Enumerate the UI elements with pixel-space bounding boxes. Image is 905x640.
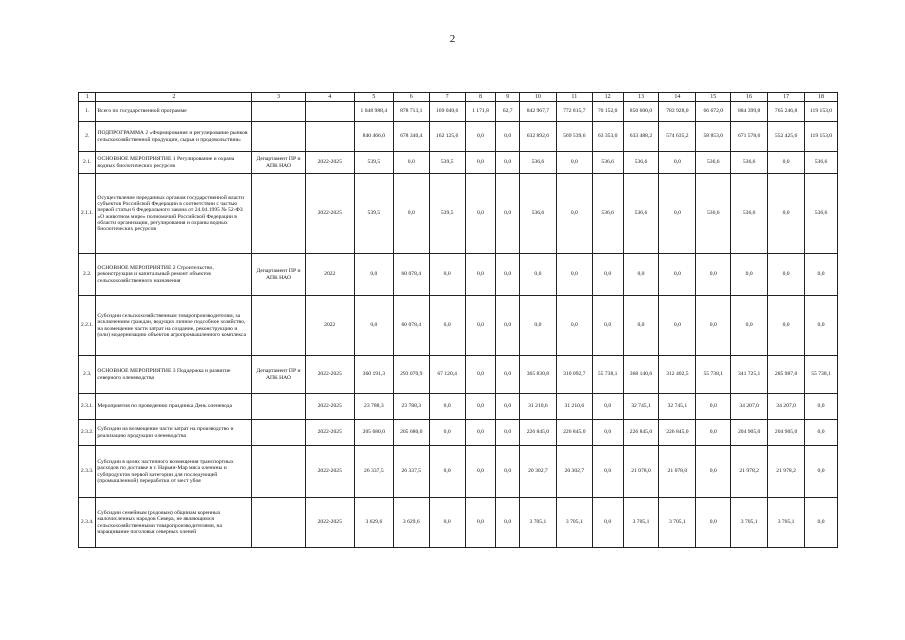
amount-cell: 23 788,3: [354, 394, 393, 420]
column-header: 9: [496, 93, 520, 102]
amount-cell: 536,6: [805, 152, 838, 174]
amount-cell: 536,6: [696, 174, 731, 254]
amount-cell: 539,5: [429, 174, 465, 254]
amount-cell: 3 705,1: [659, 498, 696, 548]
amount-cell: 0,0: [496, 356, 520, 394]
amount-cell: 0,0: [496, 254, 520, 296]
amount-cell: 0,0: [731, 254, 768, 296]
amount-cell: 884 399,8: [731, 102, 768, 122]
amount-cell: 878 713,1: [393, 102, 429, 122]
amount-cell: 0,0: [696, 394, 731, 420]
amount-cell: 62,7: [496, 102, 520, 122]
period: 2022-2025: [305, 446, 354, 498]
amount-cell: 0,0: [768, 296, 805, 356]
executor: Департамент ПР и АПК НАО: [252, 356, 305, 394]
amount-cell: 3 705,1: [623, 498, 659, 548]
table-row: [79, 498, 838, 548]
amount-cell: 60 078,4: [393, 296, 429, 356]
period: 2022: [305, 254, 354, 296]
amount-cell: 765 246,8: [768, 102, 805, 122]
amount-cell: 360 191,3: [354, 356, 393, 394]
amount-cell: 0,0: [556, 254, 592, 296]
amount-cell: 0,0: [592, 420, 623, 446]
row-number: 2.2.1.: [79, 296, 96, 356]
column-header: 10: [519, 93, 556, 102]
column-header: 7: [429, 93, 465, 102]
row-number: 2.3.1.: [79, 394, 96, 420]
column-header: 3: [252, 93, 305, 102]
amount-cell: 0,0: [805, 498, 838, 548]
row-number: 2.3.: [79, 356, 96, 394]
amount-cell: 20 302,7: [519, 446, 556, 498]
amount-cell: 678 340,4: [393, 122, 429, 152]
amount-cell: 536,6: [519, 152, 556, 174]
amount-cell: 0,0: [354, 296, 393, 356]
amount-cell: 0,0: [696, 254, 731, 296]
amount-cell: 0,0: [393, 152, 429, 174]
amount-cell: 0,0: [465, 394, 496, 420]
executor: Департамент ПР и АПК НАО: [252, 254, 305, 296]
amount-cell: 536,6: [805, 174, 838, 254]
amount-cell: 0,0: [429, 446, 465, 498]
amount-cell: 0,0: [805, 254, 838, 296]
amount-cell: 20 302,7: [556, 446, 592, 498]
amount-cell: 31 210,6: [556, 394, 592, 420]
column-header: 14: [659, 93, 696, 102]
column-header: 5: [354, 93, 393, 102]
period: 2022-2025: [305, 356, 354, 394]
activity-name: Мероприятия по проведению праздника День оленевода: [96, 394, 252, 420]
amount-cell: 0,0: [768, 174, 805, 254]
amount-cell: 0,0: [465, 174, 496, 254]
amount-cell: 0,0: [465, 498, 496, 548]
amount-cell: 0,0: [623, 254, 659, 296]
amount-cell: 0,0: [354, 254, 393, 296]
amount-cell: 0,0: [496, 446, 520, 498]
amount-cell: 67 120,4: [429, 356, 465, 394]
amount-cell: 0,0: [519, 296, 556, 356]
amount-cell: 204 905,0: [731, 420, 768, 446]
amount-cell: 850 600,0: [623, 102, 659, 122]
row-number: 2.3.4.: [79, 498, 96, 548]
amount-cell: 0,0: [805, 420, 838, 446]
amount-cell: 55 738,1: [696, 356, 731, 394]
amount-cell: 0,0: [465, 446, 496, 498]
amount-cell: 0,0: [623, 296, 659, 356]
period: 2022-2025: [305, 420, 354, 446]
column-header: 15: [696, 93, 731, 102]
table-row: [79, 420, 838, 446]
amount-cell: 842 967,7: [519, 102, 556, 122]
page-number: 2: [449, 33, 456, 45]
amount-cell: 772 815,7: [556, 102, 592, 122]
table-row: [79, 174, 838, 254]
amount-cell: 31 210,6: [519, 394, 556, 420]
row-number: 2.1.1.: [79, 174, 96, 254]
column-header: 18: [805, 93, 838, 102]
amount-cell: 0,0: [592, 446, 623, 498]
amount-cell: 0,0: [429, 296, 465, 356]
column-header: 8: [465, 93, 496, 102]
amount-cell: 0,0: [496, 122, 520, 152]
executor: [252, 498, 305, 548]
amount-cell: 0,0: [429, 498, 465, 548]
executor: [252, 122, 305, 152]
amount-cell: 204 905,0: [768, 420, 805, 446]
amount-cell: 0,0: [805, 446, 838, 498]
activity-name: Субсидии в целях частичного возмещения транспортных расходов по доставке в г. Нарьян-Мар мяса оленины и субпродуктов первой категории для последующей (промышленной) переработки от мест убоя: [96, 446, 252, 498]
amount-cell: 341 725,1: [731, 356, 768, 394]
activity-name: ПОДПРОГРАММА 2 «Формирование и регулирование рынков сельскохозяйственной продукции, сырья и продовольствия»: [96, 122, 252, 152]
amount-cell: 671 578,6: [731, 122, 768, 152]
amount-cell: 58 853,0: [696, 122, 731, 152]
amount-cell: 0,0: [465, 122, 496, 152]
activity-name: ОСНОВНОЕ МЕРОПРИЯТИЕ 1 Регулирование и охрана водных биологических ресурсов: [96, 152, 252, 174]
amount-cell: 633 488,2: [623, 122, 659, 152]
amount-cell: 1 171,8: [465, 102, 496, 122]
row-number: 2.2.: [79, 254, 96, 296]
amount-cell: 63 353,0: [592, 122, 623, 152]
amount-cell: 0,0: [519, 254, 556, 296]
table-row: [79, 394, 838, 420]
amount-cell: 285 987,0: [768, 356, 805, 394]
amount-cell: 55 738,1: [592, 356, 623, 394]
amount-cell: 0,0: [496, 296, 520, 356]
amount-cell: 536,6: [592, 152, 623, 174]
table-row: [79, 122, 838, 152]
amount-cell: 536,6: [519, 174, 556, 254]
amount-cell: 0,0: [696, 296, 731, 356]
period: 2022-2025: [305, 152, 354, 174]
amount-cell: 0,0: [429, 420, 465, 446]
amount-cell: 536,6: [731, 174, 768, 254]
amount-cell: 60 078,4: [393, 254, 429, 296]
column-header: 17: [768, 93, 805, 102]
row-number: 1.: [79, 102, 96, 122]
amount-cell: 0,0: [696, 498, 731, 548]
amount-cell: 21 078,0: [623, 446, 659, 498]
budget-table: [78, 92, 838, 548]
amount-cell: 0,0: [805, 296, 838, 356]
amount-cell: 0,0: [496, 174, 520, 254]
amount-cell: 0,0: [659, 254, 696, 296]
executor: [252, 394, 305, 420]
amount-cell: 632 892,6: [519, 122, 556, 152]
amount-cell: 0,0: [659, 296, 696, 356]
amount-cell: 0,0: [465, 254, 496, 296]
amount-cell: 21 978,2: [768, 446, 805, 498]
amount-cell: 368 140,6: [623, 356, 659, 394]
amount-cell: 55 738,1: [805, 356, 838, 394]
column-header: 11: [556, 93, 592, 102]
amount-cell: 119 153,0: [805, 122, 838, 152]
amount-cell: 1 048 988,4: [354, 102, 393, 122]
amount-cell: 0,0: [465, 296, 496, 356]
amount-cell: 293 070,9: [393, 356, 429, 394]
amount-cell: 365 830,8: [519, 356, 556, 394]
amount-cell: 539,5: [429, 152, 465, 174]
amount-cell: 3 705,1: [768, 498, 805, 548]
activity-name: ОСНОВНОЕ МЕРОПРИЯТИЕ 2 Строительство, реконструкция и капитальный ремонт объектов сельскохозяйственного назначения: [96, 254, 252, 296]
amount-cell: 0,0: [496, 394, 520, 420]
table-row: [79, 152, 838, 174]
period: 2022: [305, 296, 354, 356]
period: 2022-2025: [305, 498, 354, 548]
amount-cell: 162 125,6: [429, 122, 465, 152]
amount-cell: 0,0: [393, 174, 429, 254]
period: [305, 122, 354, 152]
amount-cell: 539,5: [354, 152, 393, 174]
executor: [252, 296, 305, 356]
amount-cell: 32 745,1: [623, 394, 659, 420]
activity-name: Всего по государственной программе: [96, 102, 252, 122]
activity-name: Субсидии сельскохозяйственным товаропроизводителям, за исключением граждан, ведущих личное подсобное хозяйство, на возмещение части затрат на создание, реконструкцию и (или) модернизацию объектов агропромышленного комплекса: [96, 296, 252, 356]
amount-cell: 310 092,7: [556, 356, 592, 394]
executor: [252, 102, 305, 122]
amount-cell: 574 635,2: [659, 122, 696, 152]
row-number: 2.: [79, 122, 96, 152]
amount-cell: 0,0: [465, 420, 496, 446]
amount-cell: 0,0: [592, 254, 623, 296]
row-number: 2.3.2.: [79, 420, 96, 446]
amount-cell: 536,6: [696, 152, 731, 174]
amount-cell: 32 745,1: [659, 394, 696, 420]
column-header: 2: [96, 93, 252, 102]
amount-cell: 70 152,0: [592, 102, 623, 122]
amount-cell: 119 153,0: [805, 102, 838, 122]
amount-cell: 21 078,0: [659, 446, 696, 498]
table-row: [79, 446, 838, 498]
amount-cell: 0,0: [768, 254, 805, 296]
column-header: 6: [393, 93, 429, 102]
table-row: [79, 102, 838, 122]
table-row: [79, 296, 838, 356]
period: 2022-2025: [305, 394, 354, 420]
amount-cell: 3 705,1: [731, 498, 768, 548]
row-number: 2.1.: [79, 152, 96, 174]
amount-cell: 0,0: [556, 152, 592, 174]
amount-cell: 0,0: [592, 296, 623, 356]
amount-cell: 0,0: [429, 254, 465, 296]
row-number: 2.3.3.: [79, 446, 96, 498]
column-header: 12: [592, 93, 623, 102]
amount-cell: 536,6: [592, 174, 623, 254]
amount-cell: 0,0: [465, 356, 496, 394]
executor: Департамент ПР и АПК НАО: [252, 152, 305, 174]
amount-cell: 539,5: [354, 174, 393, 254]
executor: [252, 420, 305, 446]
amount-cell: 205 680,0: [393, 420, 429, 446]
column-header: 13: [623, 93, 659, 102]
activity-name: Субсидии на возмещение части затрат на производство и реализацию продукции оленеводства: [96, 420, 252, 446]
amount-cell: 3 705,1: [556, 498, 592, 548]
amount-cell: 0,0: [556, 296, 592, 356]
amount-cell: 0,0: [429, 394, 465, 420]
table-row: [79, 356, 838, 394]
activity-name: Субсидии семейным (родовым) общинам коренных малочисленных народов Севера, не являющимся сельскохозяйственными товаропроизводителями, на наращивание поголовья северных оленей: [96, 498, 252, 548]
table-header-row: [79, 93, 838, 102]
amount-cell: 226 845,0: [519, 420, 556, 446]
amount-cell: 3 705,1: [519, 498, 556, 548]
amount-cell: 34 207,0: [768, 394, 805, 420]
amount-cell: 34 207,0: [731, 394, 768, 420]
amount-cell: 0,0: [556, 174, 592, 254]
amount-cell: 205 680,0: [354, 420, 393, 446]
column-header: 4: [305, 93, 354, 102]
amount-cell: 0,0: [805, 394, 838, 420]
amount-cell: 0,0: [592, 498, 623, 548]
amount-cell: 552 425,6: [768, 122, 805, 152]
amount-cell: 783 928,0: [659, 102, 696, 122]
period: 2022-2025: [305, 174, 354, 254]
amount-cell: 23 788,3: [393, 394, 429, 420]
executor: [252, 174, 305, 254]
amount-cell: 3 629,6: [393, 498, 429, 548]
amount-cell: 26 337,5: [354, 446, 393, 498]
executor: [252, 446, 305, 498]
amount-cell: 226 845,0: [556, 420, 592, 446]
amount-cell: 66 672,0: [696, 102, 731, 122]
table-row: [79, 254, 838, 296]
amount-cell: 226 845,0: [659, 420, 696, 446]
amount-cell: 0,0: [592, 394, 623, 420]
column-header: 1: [79, 93, 96, 102]
amount-cell: 0,0: [496, 498, 520, 548]
amount-cell: 536,6: [623, 152, 659, 174]
amount-cell: 26 337,5: [393, 446, 429, 498]
amount-cell: 169 040,6: [429, 102, 465, 122]
amount-cell: 536,6: [623, 174, 659, 254]
amount-cell: 840 466,0: [354, 122, 393, 152]
amount-cell: 0,0: [659, 174, 696, 254]
activity-name: Осуществление переданных органам государственной власти субъектов Российской Федерации в соответствии с частью первой статьи 6 Федерального закона от 24.04.1995 № 52-ФЗ «О животном мире» полномочий Российской Федерации в области организации, регулирования и охраны водных биологических ресурсов: [96, 174, 252, 254]
amount-cell: 312 402,5: [659, 356, 696, 394]
amount-cell: 0,0: [696, 446, 731, 498]
column-header: 16: [731, 93, 768, 102]
amount-cell: 0,0: [768, 152, 805, 174]
activity-name: ОСНОВНОЕ МЕРОПРИЯТИЕ 3 Поддержка и развитие северного оленеводства: [96, 356, 252, 394]
amount-cell: 0,0: [465, 152, 496, 174]
amount-cell: 3 629,6: [354, 498, 393, 548]
amount-cell: 569 539,6: [556, 122, 592, 152]
period: [305, 102, 354, 122]
amount-cell: 0,0: [496, 420, 520, 446]
amount-cell: 0,0: [731, 296, 768, 356]
amount-cell: 21 978,2: [731, 446, 768, 498]
amount-cell: 0,0: [496, 152, 520, 174]
amount-cell: 0,0: [659, 152, 696, 174]
amount-cell: 226 845,0: [623, 420, 659, 446]
amount-cell: 536,6: [731, 152, 768, 174]
amount-cell: 0,0: [696, 420, 731, 446]
